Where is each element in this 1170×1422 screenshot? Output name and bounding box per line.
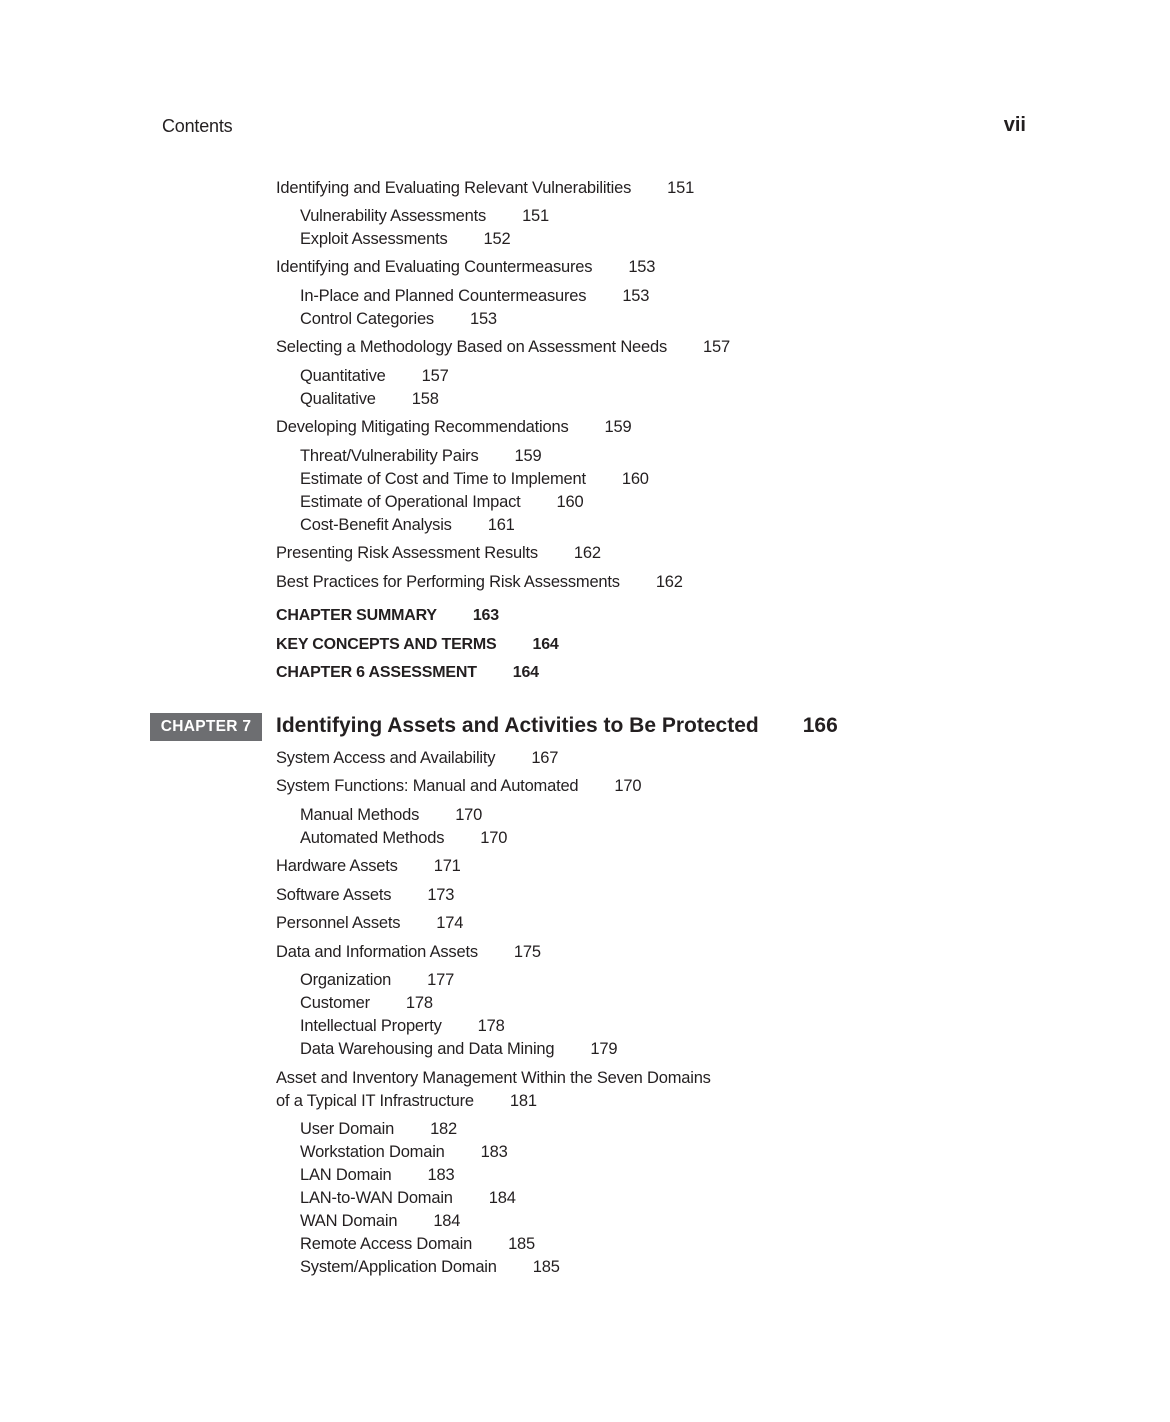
toc-subentry [300,1164,454,1186]
page-number: vii [1003,114,1026,136]
toc-entry-page: 157 [703,338,730,356]
toc-entry-title: Software Assets [276,886,392,904]
toc-entry-title: KEY CONCEPTS AND TERMS [276,636,497,653]
toc-entry-title: Estimate of Cost and Time to Implement [300,470,586,488]
toc-entry-page: 157 [421,367,449,385]
toc-subentry [300,804,482,826]
toc-entry-title: Identifying and Evaluating Relevant Vulnerabilities [276,179,632,197]
toc-entry-page: 153 [628,258,656,276]
toc-entry-page: 171 [433,857,461,875]
toc-entry-page: 163 [472,607,499,624]
toc-entry-page: 184 [433,1212,461,1230]
toc-subentry [300,228,510,250]
toc-entry [276,775,641,797]
toc-entry-title: Threat/Vulnerability Pairs [300,447,479,465]
toc-entry-title: Selecting a Methodology Based on Assessment Needs [276,338,668,356]
toc-entry-page: 164 [512,664,539,681]
toc-entry-title: Data and Information Assets [276,943,478,961]
toc-entry-title: Control Categories [300,310,434,328]
toc-entry-page: 158 [411,390,439,408]
toc-subentry [300,1118,457,1140]
toc-subentry [300,365,449,387]
toc-entry-page: 160 [556,493,584,511]
chapter-title: Identifying Assets and Activities to Be Protected [276,714,759,737]
toc-entry-title: System Functions: Manual and Automated [276,777,579,795]
toc-entry [276,941,541,963]
toc-entry-title: LAN Domain [300,1166,392,1184]
toc-entry-page: 178 [477,1017,505,1035]
toc-entry-title: Cost-Benefit Analysis [300,516,452,534]
toc-entry [276,416,631,438]
toc-entry [276,571,683,593]
toc-entry-page: 177 [427,971,455,989]
running-head: Contents [162,116,233,136]
toc-entry-title: Exploit Assessments [300,230,448,248]
toc-entry-title: Automated Methods [300,829,445,847]
toc-section-entry [276,605,499,627]
toc-entry-page: 178 [405,994,433,1012]
chapter-badge: CHAPTER 7 [150,713,262,741]
toc-subentry [300,445,541,467]
toc-section-entry [276,662,539,684]
toc-entry-title: System Access and Availability [276,749,496,767]
toc-entry-title: Customer [300,994,370,1012]
toc-subentry [300,1038,617,1060]
toc-entry-title: Remote Access Domain [300,1235,473,1253]
toc-entry-title: Organization [300,971,392,989]
toc-entry-page: 159 [514,447,542,465]
toc-entry-page: 153 [622,287,650,305]
toc-entry [276,336,730,358]
toc-subentry [300,514,515,536]
toc-entry-title: Hardware Assets [276,857,398,875]
toc-entry-title: In-Place and Planned Countermeasures [300,287,587,305]
toc-entry [276,884,454,906]
toc-entry-page: 160 [621,470,649,488]
toc-entry-page: 170 [614,777,642,795]
toc-entry-page: 167 [531,749,559,767]
toc-subentry [300,1210,460,1232]
toc-entry-title: Manual Methods [300,806,420,824]
toc-subentry [300,308,497,330]
toc-subentry [300,992,433,1014]
toc-entry-title: WAN Domain [300,1212,398,1230]
toc-entry-page: 179 [590,1040,618,1058]
toc-subentry [300,1015,505,1037]
toc-entry-page: 151 [522,207,549,225]
toc-entry-continued [276,1090,537,1112]
toc-entry-title: Intellectual Property [300,1017,442,1035]
toc-entry-title: Vulnerability Assessments [300,207,487,225]
toc-subentry [300,468,649,490]
toc-subentry [300,1187,516,1209]
toc-entry-title: LAN-to-WAN Domain [300,1189,453,1207]
toc-entry-page: 151 [667,179,695,197]
toc-entry-page: 185 [508,1235,536,1253]
toc-entry-title: Presenting Risk Assessment Results [276,544,538,562]
toc-entry [276,256,655,278]
toc-entry-page: 152 [483,230,511,248]
toc-entry-title: Best Practices for Performing Risk Assessments [276,573,620,591]
toc-entry-page: 164 [532,636,559,653]
toc-entry-page: 181 [509,1092,537,1110]
toc-subentry [300,491,583,513]
toc-subentry [300,388,439,410]
toc-entry-title: Data Warehousing and Data Mining [300,1040,555,1058]
toc-subentry [300,1141,508,1163]
toc-entry-page: 183 [480,1143,508,1161]
toc-entry-page: 170 [480,829,508,847]
toc-entry [276,542,601,564]
toc-subentry [300,827,507,849]
toc-entry-page: 185 [532,1258,560,1276]
toc-entry-page: 161 [487,516,515,534]
toc-entry-title: Developing Mitigating Recommendations [276,418,569,436]
toc-entry-title: Asset and Inventory Management Within the Seven Domains [276,1069,711,1087]
toc-entry-page: 184 [488,1189,516,1207]
toc-entry-title: Identifying and Evaluating Countermeasures [276,258,593,276]
toc-entry-page: 170 [455,806,483,824]
toc-entry-page: 162 [655,573,683,591]
toc-subentry [300,285,649,307]
toc-entry-title: User Domain [300,1120,395,1138]
chapter-heading [276,711,838,741]
toc-entry [276,912,463,934]
toc-entry-page: 174 [436,914,464,932]
toc-section-entry [276,634,559,656]
toc-entry-page: 162 [573,544,601,562]
toc-entry-page: 153 [469,310,497,328]
toc-entry-page: 173 [427,886,455,904]
chapter-page: 166 [802,714,838,737]
toc-entry-title: Workstation Domain [300,1143,445,1161]
toc-entry [276,1067,711,1089]
toc-entry [276,855,461,877]
toc-entry-page: 182 [430,1120,458,1138]
toc-entry-page: 175 [513,943,541,961]
toc-entry-title: of a Typical IT Infrastructure [276,1092,474,1110]
toc-entry-title: Estimate of Operational Impact [300,493,521,511]
toc-subentry [300,969,454,991]
toc-entry-page: 159 [604,418,632,436]
toc-subentry [300,1233,535,1255]
toc-entry-title: CHAPTER 6 ASSESSMENT [276,664,477,681]
toc-entry-title: Personnel Assets [276,914,401,932]
toc-entry-title: CHAPTER SUMMARY [276,607,437,624]
toc-entry-title: Quantitative [300,367,386,385]
toc-entry [276,177,694,199]
toc-entry-title: Qualitative [300,390,376,408]
toc-entry-page: 183 [427,1166,455,1184]
toc-subentry [300,205,549,227]
toc-subentry [300,1256,560,1278]
toc-entry [276,747,558,769]
toc-entry-title: System/Application Domain [300,1258,497,1276]
